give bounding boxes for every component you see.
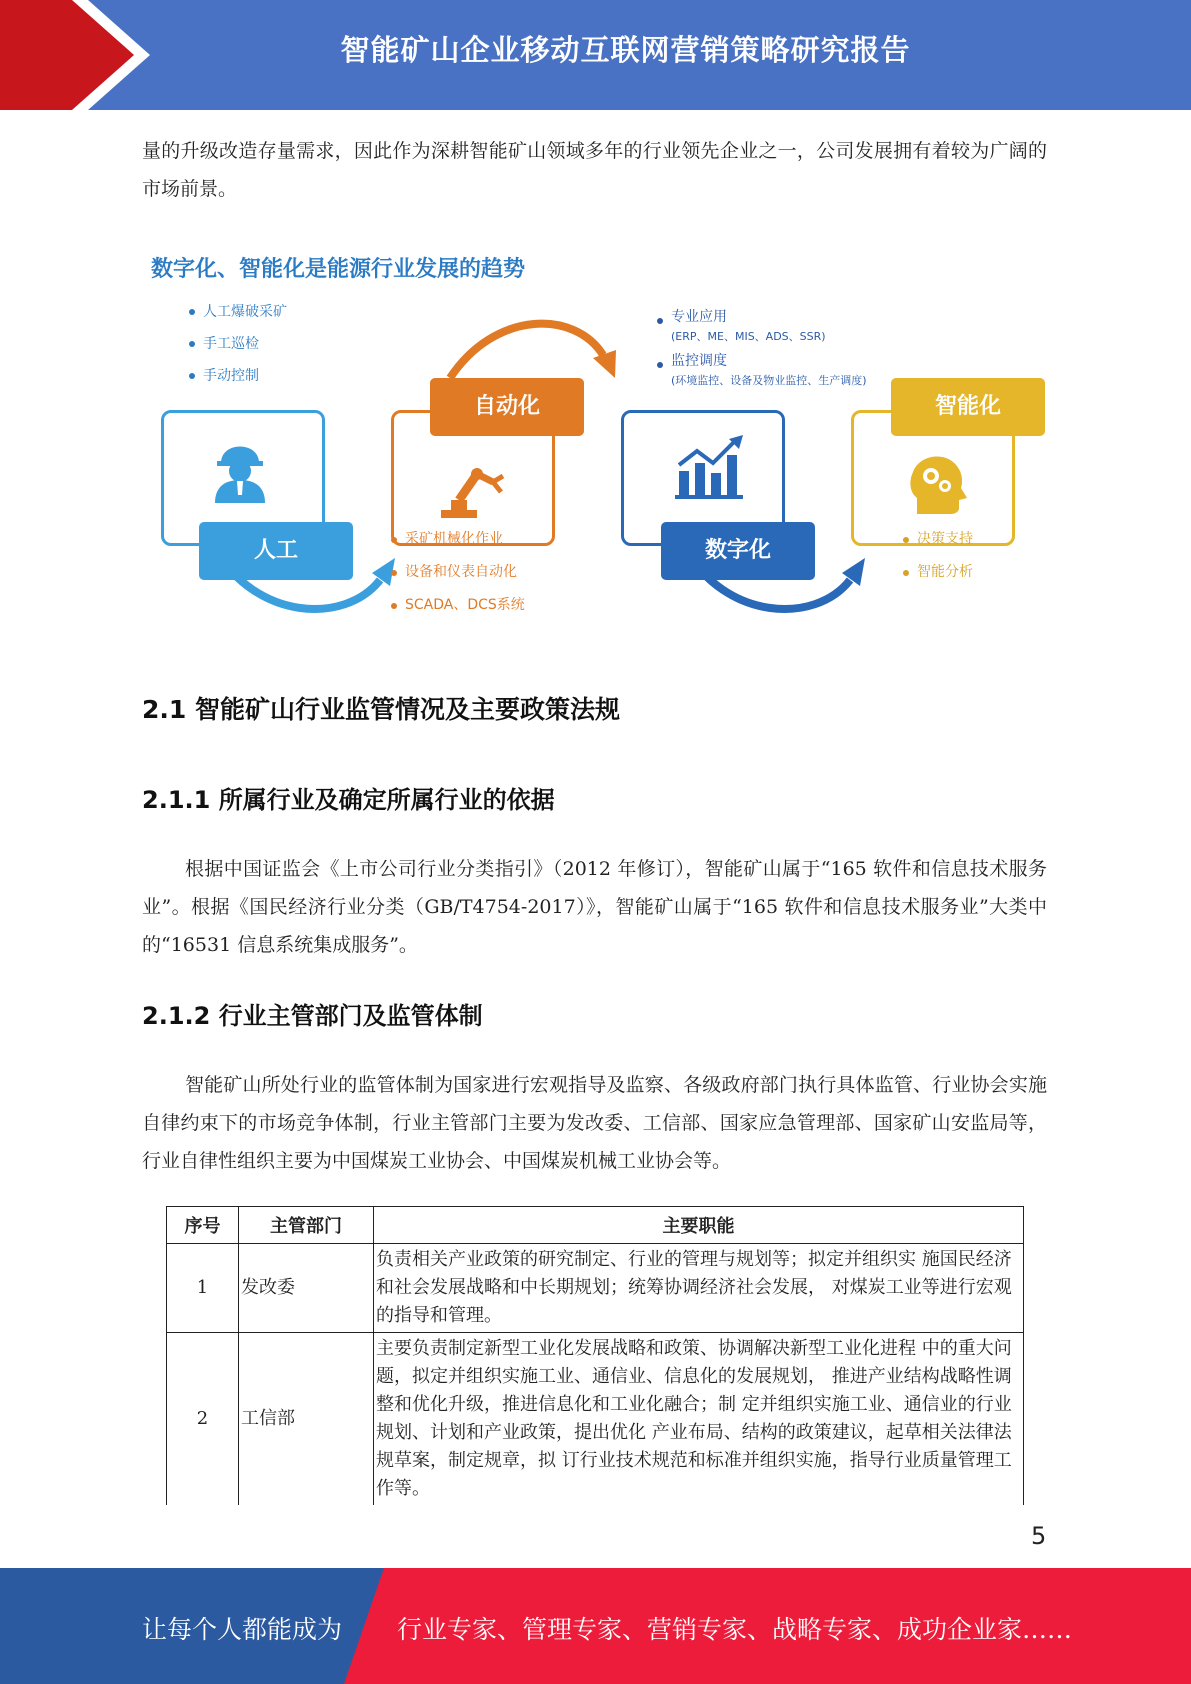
section-2-1-1-heading: 2.1.1 所属行业及确定所属行业的依据 [142, 786, 555, 814]
automation-points [391, 523, 525, 622]
row-duty: 主要负责制定新型工业化发展战略和政策、协调解决新型工业化进程 中的重大问题，拟定并组织实施工业、通信业、信息化的发展规划， 推进产业结构战略性调整和优化升级，推进信息化和工业化融合；制 定并组织实施工业、通信业的行业规划、计划和产业政策，提出优化 产业布局、结构的政策建议，起草相关法律法规草案，制定规章，拟 订行业技术规范和标准并组织实施，指导行业质量管理工作等。 [374, 1333, 1024, 1506]
list-item: 专业应用 (ERP、ME、MIS、ADS、SSR) [657, 308, 867, 346]
page-number: 5 [1031, 1522, 1047, 1550]
row-number: 2 [167, 1333, 239, 1506]
stage-manual-label: 人工 [199, 522, 353, 580]
stage-intelligent-label: 智能化 [891, 378, 1045, 436]
table-row [167, 1244, 1024, 1333]
list-item: 手动控制 [189, 360, 287, 392]
list-item: 设备和仪表自动化 [391, 556, 525, 589]
section-2-1-2-body: 智能矿山所处行业的监管体制为国家进行宏观指导及监察、各级政府部门执行具体监管、行业协会实施自律约束下的市场竞争体制，行业主管部门主要为发改委、工信部、国家应急管理部、国家矿山安监局等，行业自律性组织主要为中国煤炭工业协会、中国煤炭机械工业协会等。 [142, 1074, 1047, 1172]
head-gears-icon [907, 450, 967, 516]
footer-slogan-right: 行业专家、管理专家、营销专家、战略专家、成功企业家…… [397, 1615, 1073, 1644]
page-header [0, 0, 1191, 110]
bar-chart-icon [673, 435, 745, 501]
table-header-row [167, 1207, 1024, 1244]
list-item: 采矿机械化作业 [391, 523, 525, 556]
manual-points [189, 296, 287, 392]
intelligent-points [903, 523, 973, 589]
stage-automation-label: 自动化 [430, 378, 584, 436]
section-2-1-2-heading: 2.1.2 行业主管部门及监管体制 [142, 1002, 483, 1030]
robot-arm-icon [437, 452, 507, 520]
list-item: SCADA、DCS系统 [391, 589, 525, 622]
list-item: 手工巡检 [189, 328, 287, 360]
section-2-1-1-body: 根据中国证监会《上市公司行业分类指引》（2012 年修订），智能矿山属于“165 软件和信息技术服务业”。根据《国民经济行业分类（GB/T4754-2017）》，智能矿山属于“165 软件和信息技术服务业”大类中的“16531 信息系统集成服务”。 [142, 858, 1047, 956]
infographic-title: 数字化、智能化是能源行业发展的趋势 [151, 257, 526, 282]
worker-icon [207, 433, 273, 503]
header-cell: 主管部门 [239, 1207, 374, 1244]
page-footer [0, 1568, 1191, 1684]
list-item: 智能分析 [903, 556, 973, 589]
list-item: 监控调度 (环境监控、设备及物业监控、生产调度) [657, 352, 867, 390]
footer-slogan-left: 让每个人都能成为 [142, 1615, 343, 1644]
list-item: 人工爆破采矿 [189, 296, 287, 328]
stage-digital-label: 数字化 [661, 522, 815, 580]
section-2-1-heading: 2.1 智能矿山行业监管情况及主要政策法规 [142, 695, 620, 724]
row-duty: 负责相关产业政策的研究制定、行业的管理与规划等；拟定并组织实 施国民经济和社会发展战略和中长期规划；统筹协调经济社会发展， 对煤炭工业等进行宏观的指导和管理。 [374, 1244, 1024, 1333]
digital-points [657, 308, 867, 390]
trend-infographic [145, 240, 1055, 660]
list-item: 决策支持 [903, 523, 973, 556]
intro-paragraph: 量的升级改造存量需求，因此作为深耕智能矿山领域多年的行业领先企业之一，公司发展拥有着较为广阔的市场前景。 [142, 140, 1047, 200]
row-dept: 发改委 [239, 1244, 374, 1333]
table-row [167, 1333, 1024, 1506]
row-dept: 工信部 [239, 1333, 374, 1506]
header-title: 智能矿山企业移动互联网营销策略研究报告 [340, 33, 911, 67]
regulator-table [166, 1206, 1024, 1505]
row-number: 1 [167, 1244, 239, 1333]
header-cell: 序号 [167, 1207, 239, 1244]
header-cell: 主要职能 [374, 1207, 1024, 1244]
